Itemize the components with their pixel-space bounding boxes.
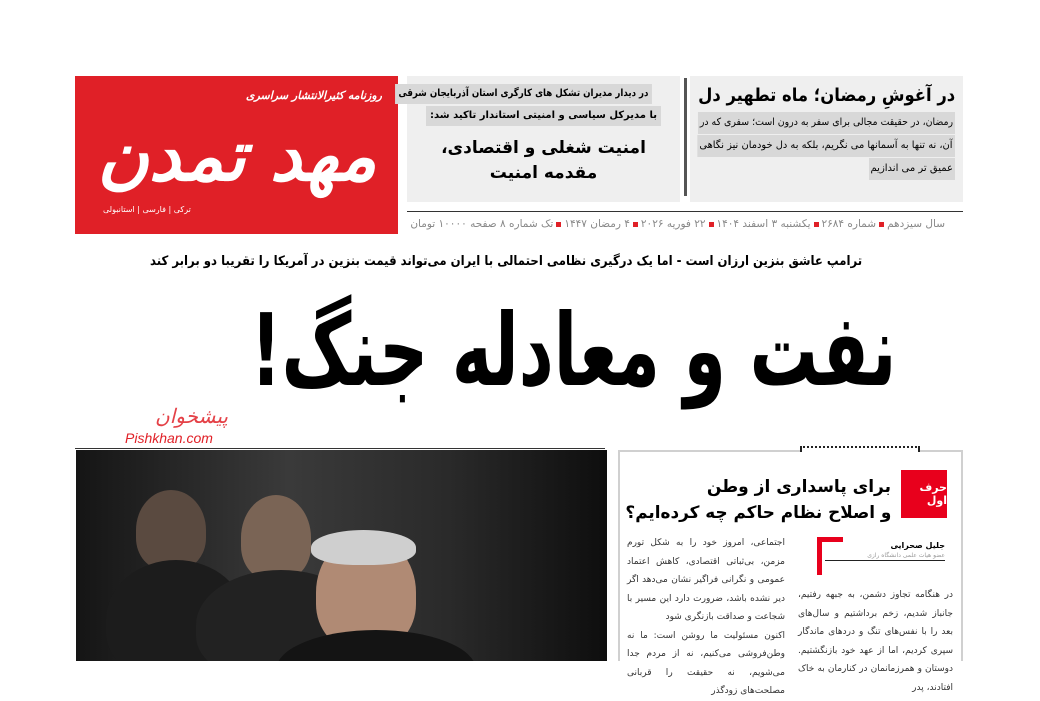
watermark-text: پیشخوان (155, 404, 228, 428)
teaser-text: عمیق تر می اندازیم (869, 158, 956, 180)
photo-figure (136, 490, 206, 570)
dateline (407, 216, 963, 232)
author-name: جلیل صحرایی (890, 541, 945, 550)
article-title: و اصلاح نظام حاکم چه کرده‌ایم؟ (625, 503, 891, 523)
teaser-kicker: با مدیرکل سیاسی و امنیتی استاندار تاکید شد: (426, 106, 661, 126)
divider (75, 448, 605, 449)
teaser-kicker-row (398, 82, 672, 104)
article-column: در هنگامه تجاوز دشمن، به جبهه رفتیم، جانباز شدیم، زخم برداشتیم و سال‌های بعد را با نفس‌های تنگ و دردهای ماندگار سپری کردیم، اما از عهد خود بازنگشتیم. دوستان و همرزمانمان در کنارمان به خاک افتادند، پدر (798, 590, 953, 693)
teaser-kicker-row (415, 104, 672, 126)
teaser-text-row (698, 135, 955, 158)
author-byline (825, 540, 945, 561)
article-title-row (625, 474, 891, 500)
masthead-tagline-row (182, 88, 382, 104)
teaser-title: در آغوشِ رمضان؛ ماه تطهیر دل (697, 85, 955, 106)
dateline-item: شماره ۲۶۸۴ (821, 218, 877, 230)
article-column: اجتماعی، امروز خود را به شکل تورم مزمن، بی‌ثباتی اقتصادی، کاهش اعتماد عمومی و نگرانی فراگیر نشان می‌دهد اگر دیر نشده باشد، ضرورت دارد این مسیر با شجاعت و صداقت بازنگری شود اکنون مسئولیت ما روشن است: ما نه وطن‌فروشی می‌کنیم، نه از مردم جدا می‌شویم، نه حقیقت را قربانی مصلحت‌های زودگذر (627, 538, 785, 696)
masthead-name: مهد تمدن (97, 114, 377, 197)
photo-figure (241, 495, 311, 580)
subheadline-row (150, 252, 862, 272)
dateline-item: سال سیزدهم (887, 218, 945, 230)
dateline-item: یکشنبه ۳ اسفند ۱۴۰۴ (716, 218, 811, 230)
article-title-row (625, 500, 891, 526)
teaser-security[interactable] (398, 76, 680, 202)
masthead-logo (75, 76, 398, 234)
main-headline-row[interactable] (250, 292, 896, 410)
teaser-title-row (698, 84, 955, 112)
divider (407, 211, 963, 212)
teaser-title-row (415, 161, 672, 186)
lead-photo[interactable] (76, 450, 607, 661)
teaser-text-row (698, 112, 955, 135)
dateline-item: تک شماره ۸ صفحه ۱۰۰۰۰ تومان (410, 218, 554, 230)
dateline-item: ۲۲ فوریه ۲۰۲۶ (640, 218, 706, 230)
dateline-items (410, 216, 945, 232)
masthead-tagline: روزنامه کثیرالانتشار سراسری (245, 89, 382, 102)
teaser-kicker: در دیدار مدیران تشکل های کارگری استان آذربایجان شرقی (395, 84, 652, 104)
teaser-text-row (698, 158, 955, 181)
pishkhan-watermark (125, 404, 245, 448)
dateline-item: ۴ رمضان ۱۴۴۷ (564, 218, 630, 230)
decorative-bracket (800, 446, 920, 452)
subheadline: ترامپ عاشق بنزین ارزان است - اما یک درگیری نظامی احتمالی با ایران می‌تواند قیمت بنزین در آمریکا را تقریبا دو برابر کند (149, 254, 862, 269)
teaser-text: رمضان، در حقیقت مجالی برای سفر به درون است؛ سفری که در (698, 112, 955, 134)
article-title: برای پاسداری از وطن (706, 477, 891, 497)
teaser-title-row (415, 136, 672, 161)
teaser-ramadan[interactable] (690, 76, 963, 202)
teaser-title: امنیت شغلی و اقتصادی، (441, 138, 646, 158)
section-badge: حرف اول (901, 470, 947, 518)
teaser-title: مقدمه امنیت (489, 163, 598, 183)
photo-figure (311, 530, 416, 565)
masthead-languages: ترکی | فارسی | استانبولی (103, 205, 191, 214)
masthead-languages-row (103, 204, 253, 216)
masthead-name-row (89, 116, 385, 196)
editorial-article[interactable] (618, 450, 963, 696)
author-role: عضو هیات علمی دانشگاه رازی (867, 552, 945, 559)
teaser-text: آن، نه تنها به آسمانها می نگریم، بلکه به دل خودمان نیز نگاهی (698, 135, 955, 157)
main-headline[interactable]: نفت و معادله جنگ! (250, 292, 896, 409)
watermark-url: Pishkhan.com (125, 430, 213, 446)
